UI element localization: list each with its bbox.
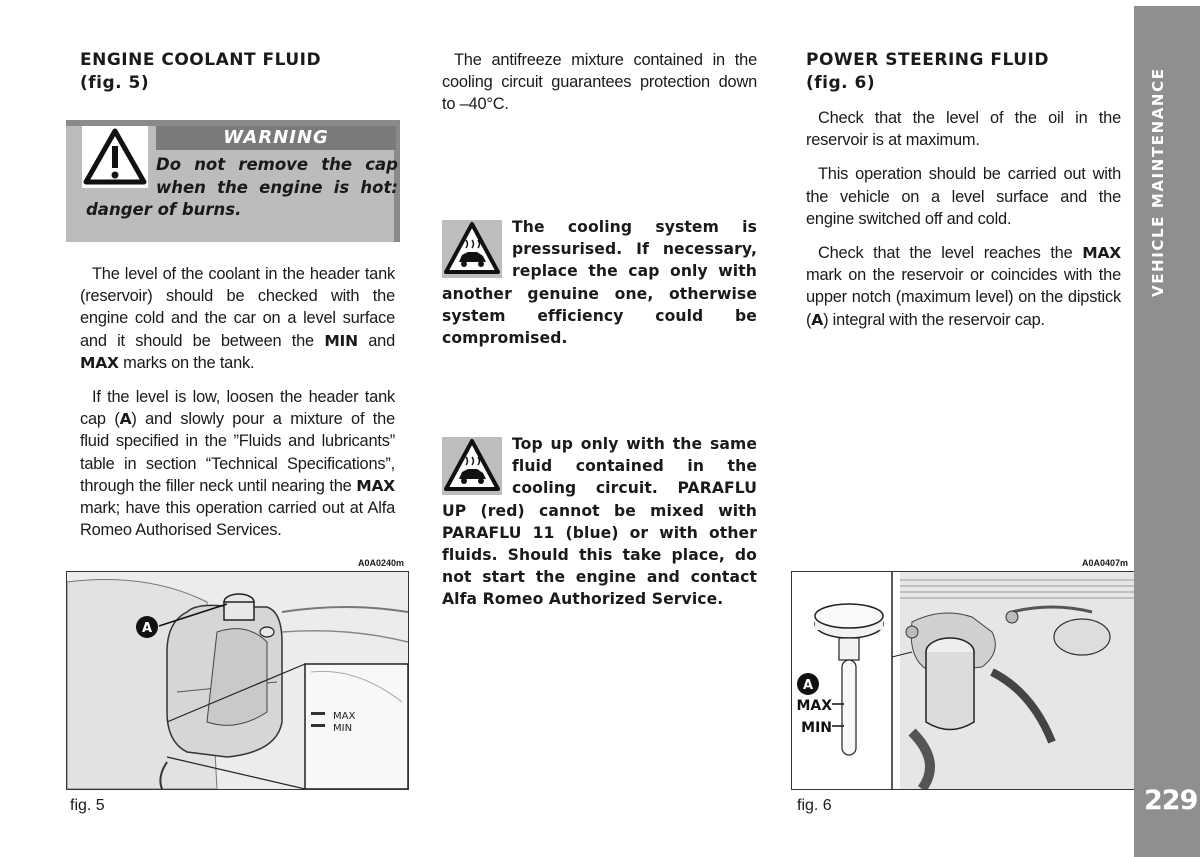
section-tab-label: VEHICLE MAINTENANCE xyxy=(1149,67,1167,297)
text: marks on the tank. xyxy=(118,353,255,372)
pressurised-car-icon xyxy=(442,220,502,278)
column-1 xyxy=(80,49,396,95)
steering-paragraph-1: Check that the level of the oil in the reservoir is at maximum. xyxy=(806,109,1121,150)
text: ) and slowly pour a mixture of the fluid specified in the ”Fluids and lubricants” table in section “Technical Specifications”, through the filler neck until nearing the xyxy=(80,410,395,495)
warning-line-2: when the engine is hot: xyxy=(156,177,398,197)
callout-a: A xyxy=(141,621,153,636)
steering-paragraph-2: This operation should be carried out with the vehicle on a level surface and the engine switched off and cold. xyxy=(806,165,1121,228)
steering-paragraph-3 xyxy=(806,242,1121,331)
pressurised-note xyxy=(442,216,757,349)
heading-fig-ref: (fig. 5) xyxy=(80,73,150,93)
figure-5-coolant-tank xyxy=(66,571,409,790)
section-heading-engine-coolant xyxy=(80,49,396,95)
min-label: MIN xyxy=(801,720,832,736)
text: and xyxy=(357,331,395,350)
antifreeze-paragraph: The antifreeze mixture contained in the cooling circuit guarantees protection down to –40°C. xyxy=(442,51,757,114)
coolant-paragraph-1 xyxy=(80,263,395,374)
coolant-paragraph-2 xyxy=(80,386,395,541)
max-label: MAX xyxy=(333,711,356,722)
page-number: 229 xyxy=(1144,785,1198,816)
power-steering-illustration xyxy=(792,572,1136,789)
column-1-body xyxy=(80,263,395,553)
column-2 xyxy=(442,49,757,128)
callout-a: A xyxy=(802,678,814,693)
figure-caption: fig. 5 xyxy=(70,797,105,814)
warning-line-1: Do not remove the cap xyxy=(156,155,398,174)
figure-code: A0A0240m xyxy=(358,558,405,568)
max-mark: MAX xyxy=(80,353,119,372)
figure-code: A0A0407m xyxy=(1082,558,1129,568)
section-heading-power-steering xyxy=(806,49,1121,95)
max-label: MAX xyxy=(796,698,832,714)
warning-title-bar xyxy=(156,126,396,150)
heading-text: ENGINE COOLANT FLUID xyxy=(80,50,322,70)
text: mark on the reservoir or coincides with the upper notch (maximum level) on the dipstick ( xyxy=(806,266,1121,329)
dipstick-label: A xyxy=(811,310,824,329)
section-side-tab xyxy=(1134,6,1200,857)
figure-6-power-steering-reservoir xyxy=(791,571,1137,790)
warning-text xyxy=(86,154,398,222)
pressurised-note-text: The cooling system is pressurised. If necessary, replace the cap only with another genuine one, otherwise system efficiency could be compromised. xyxy=(442,218,757,348)
max-mark: MAX xyxy=(356,476,395,495)
coolant-tank-illustration xyxy=(67,572,408,789)
text: mark; have this operation carried out at Alfa Romeo Authorised Services. xyxy=(80,499,395,540)
text: ) integral with the reservoir cap. xyxy=(823,310,1045,329)
warning-title: WARNING xyxy=(223,127,329,148)
text: The level of the coolant in the header tank (reservoir) should be checked with the engine cold and the car on a level surface and it should be between the xyxy=(80,265,395,350)
max-mark: MAX xyxy=(1082,244,1121,263)
pressurised-car-icon xyxy=(442,437,502,495)
fluid-note xyxy=(442,433,757,611)
text: If the level is low, loosen the header tank cap ( xyxy=(80,388,395,429)
min-mark: MIN xyxy=(324,331,358,350)
column-3 xyxy=(806,49,1121,343)
fluid-note-text: Top up only with the same fluid contained in the cooling circuit. PARAFLU UP (red) cannot be mixed with PARAFLU 11 (blue) or with other fluids. Should this take place, do not start the engine and contact Alfa Romeo Authorized Service. xyxy=(442,435,757,609)
min-label: MIN xyxy=(333,723,353,734)
text: Check that the level reaches the xyxy=(818,244,1083,263)
figure-caption: fig. 6 xyxy=(797,797,832,814)
heading-fig-ref: (fig. 6) xyxy=(806,73,876,93)
warning-line-3: danger of burns. xyxy=(86,200,242,219)
cap-label: A xyxy=(119,410,132,429)
warning-box xyxy=(66,120,400,242)
heading-text: POWER STEERING FLUID xyxy=(806,50,1049,70)
